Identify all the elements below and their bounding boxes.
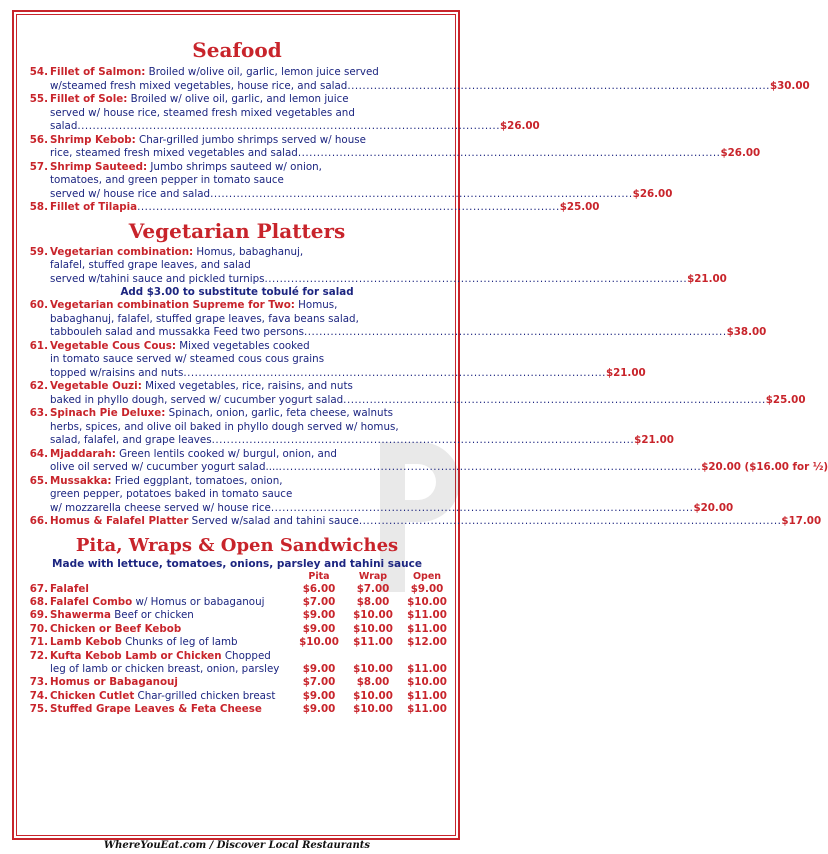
pita-item	[20, 609, 454, 622]
item-price: $26.00	[720, 147, 761, 159]
price-column-headers	[20, 571, 454, 583]
item-text	[50, 676, 292, 689]
dot-leader	[183, 367, 606, 381]
dot-leader	[279, 461, 702, 475]
price-wrap: $8.00	[356, 595, 390, 608]
item-price: $20.00	[693, 501, 734, 514]
item-text	[50, 367, 183, 381]
item-description: Homus, babaghanuj,	[193, 245, 304, 258]
item-description-line	[50, 475, 454, 489]
item-text	[50, 650, 292, 663]
item-name: Shawerma	[50, 609, 111, 622]
pita-list	[20, 583, 454, 717]
price-wrap: $10.00	[353, 689, 393, 702]
item-text	[50, 161, 322, 173]
item-text	[50, 246, 303, 258]
item-price: $25.00	[765, 393, 806, 406]
item-description: Fried eggplant, tomatoes, onion,	[111, 474, 283, 487]
item-number: 65.	[29, 474, 48, 487]
item-number: 68.	[29, 595, 48, 608]
item-price-line	[50, 187, 673, 202]
item-description: Green lentils cooked w/ burgul, onion, and	[115, 447, 337, 460]
pita-item	[20, 676, 454, 689]
item-number: 70.	[29, 622, 48, 635]
item-name: Fillet of Tilapia	[50, 201, 138, 213]
item-text	[50, 394, 343, 408]
item-description: herbs, spices, and olive oil baked in phyllo dough served w/ homus,	[50, 420, 399, 433]
item-text	[50, 636, 292, 649]
item-text	[50, 188, 210, 202]
item-price-line	[50, 147, 761, 161]
item-text	[50, 313, 359, 325]
item-description-line	[50, 421, 454, 435]
dot-leader	[77, 120, 500, 134]
item-description: w/ mozzarella cheese served w/ house rice	[50, 501, 271, 514]
dot-leader	[343, 394, 766, 408]
item-description-line	[50, 161, 454, 175]
price-open: $11.00	[407, 609, 447, 622]
item-description-line	[50, 448, 454, 462]
menu-item	[20, 245, 727, 287]
item-text	[50, 583, 292, 596]
menu-item	[20, 407, 674, 448]
price-open: $11.00	[407, 662, 447, 675]
item-description: Jumbo shrimps sauteed w/ onion,	[147, 160, 322, 173]
item-price: $21.00	[687, 272, 727, 285]
item-text	[50, 107, 355, 119]
item-description: w/steamed fresh mixed vegetables, house rice, and salad	[50, 79, 348, 92]
column-wrap: Wrap	[358, 570, 388, 582]
pita-item	[20, 636, 454, 649]
price-open: $11.00	[407, 689, 447, 702]
item-text	[50, 690, 292, 703]
item-name: Homus & Falafel Platter	[50, 515, 189, 527]
item-description: w/ Homus or babaganouj	[132, 595, 265, 608]
item-text	[50, 623, 292, 636]
item-text	[50, 340, 310, 352]
item-name: Vegetarian combination Supreme for Two:	[50, 299, 295, 311]
price-open: $10.00	[407, 676, 447, 689]
item-price: $17.00	[781, 515, 822, 527]
item-price-line	[50, 201, 600, 215]
price-wrap: $10.00	[353, 609, 393, 622]
item-number: 71.	[29, 636, 48, 649]
item-text	[50, 134, 366, 146]
item-description: Served w/salad and tahini sauce	[188, 515, 359, 527]
dot-leader	[137, 201, 560, 215]
column-open: Open	[412, 570, 442, 582]
item-text	[50, 448, 337, 460]
item-text	[50, 80, 347, 94]
item-text	[50, 515, 359, 529]
item-description: in tomato sauce served w/ steamed cous cous grains	[50, 353, 325, 365]
item-name: Vegetarian combination:	[50, 245, 194, 258]
item-description-line	[50, 107, 454, 121]
item-description: rice, steamed fresh mixed vegetables and salad	[50, 147, 298, 159]
item-name: Fillet of Salmon:	[50, 66, 146, 78]
menu-item	[20, 160, 673, 202]
pita-heading: Pita, Wraps & Open Sandwiches	[75, 534, 399, 556]
item-description: olive oil served w/ cucumber yogurt salad....	[50, 461, 279, 473]
item-name: Stuffed Grape Leaves & Feta Cheese	[50, 703, 262, 716]
item-text	[50, 502, 271, 516]
menu-item	[20, 66, 810, 93]
footer-credit: WhereYouEat.com / Discover Local Restaurants	[103, 840, 371, 851]
dot-leader	[212, 434, 635, 448]
item-text	[50, 93, 349, 105]
item-name: Mussakka:	[50, 474, 112, 487]
price-open: $11.00	[407, 622, 447, 635]
item-description-line	[50, 66, 454, 80]
item-text	[50, 488, 292, 500]
item-description-line	[50, 488, 454, 502]
item-price-line	[50, 366, 646, 381]
pita-item	[20, 650, 454, 663]
item-description: tomatoes, and green pepper in tomato sauce	[50, 174, 284, 186]
item-number: 54.	[29, 66, 48, 78]
dot-leader	[298, 147, 721, 161]
item-name: Shrimp Kebob:	[50, 133, 136, 146]
item-description-line	[50, 134, 454, 148]
item-number: 60.	[29, 299, 48, 311]
item-description: Broiled w/ olive oil, garlic, and lemon juice	[127, 93, 349, 105]
item-description: tabbouleh salad and mussakka Feed two persons	[50, 326, 304, 338]
menu-content	[20, 38, 828, 717]
dot-leader	[210, 188, 633, 202]
price-pita: $9.00	[302, 609, 336, 622]
item-number: 74.	[29, 689, 48, 702]
price-pita: $9.00	[302, 662, 336, 675]
item-name: Vegetable Ouzi:	[50, 380, 142, 392]
item-number: 67.	[29, 582, 48, 595]
item-description: leg of lamb or chicken breast, onion, parsley	[50, 662, 280, 675]
price-open: $9.00	[410, 582, 444, 595]
item-text	[50, 380, 353, 392]
item-number: 73.	[29, 676, 48, 689]
item-name: Spinach Pie Deluxe:	[50, 407, 166, 419]
menu-item	[20, 447, 828, 475]
pita-item	[20, 596, 454, 609]
item-text	[50, 259, 251, 271]
item-name: Kufta Kebob Lamb or Chicken	[50, 649, 222, 662]
price-wrap: $11.00	[353, 636, 393, 649]
item-number: 59.	[29, 245, 48, 258]
item-description: green pepper, potatoes baked in tomato sauce	[50, 488, 293, 500]
item-price-line	[50, 79, 810, 94]
item-description: Mixed vegetables cooked	[175, 339, 310, 352]
item-text	[50, 353, 324, 365]
price-wrap: $8.00	[356, 676, 390, 689]
item-name: Mjaddarah:	[50, 447, 116, 460]
item-description: Mixed vegetables, rice, raisins, and nuts	[141, 380, 353, 392]
item-description: falafel, stuffed grape leaves, and salad	[50, 259, 251, 271]
price-pita	[292, 650, 346, 663]
item-description: salad, falafel, and grape leaves	[50, 434, 212, 446]
price-pita: $9.00	[302, 703, 336, 716]
item-text	[50, 421, 399, 433]
menu-item	[20, 299, 767, 340]
dot-leader	[304, 326, 727, 340]
item-price-line	[50, 434, 674, 448]
vegetarian-list	[20, 245, 828, 529]
item-number: 63.	[29, 407, 48, 419]
item-description: Char-grilled chicken breast	[134, 689, 276, 702]
menu-item	[20, 515, 822, 529]
item-text	[50, 66, 379, 78]
item-number: 66.	[29, 515, 48, 527]
item-number: 69.	[29, 609, 48, 622]
item-description-line	[50, 299, 454, 313]
item-text	[50, 174, 284, 186]
item-description-line	[50, 353, 454, 367]
item-name: Fillet of Sole:	[50, 93, 128, 105]
menu-item	[20, 339, 646, 381]
price-pita: $7.00	[302, 595, 336, 608]
item-description: Chopped	[221, 649, 271, 662]
price-pita: $6.00	[302, 582, 336, 595]
item-price-line	[50, 393, 806, 408]
item-name: Chicken or Beef Kebob	[50, 622, 182, 635]
item-description-line	[50, 407, 454, 421]
item-text	[50, 461, 279, 475]
dot-leader	[347, 80, 770, 94]
price-open: $11.00	[407, 703, 447, 716]
item-description: baked in phyllo dough, served w/ cucumber yogurt salad	[50, 393, 344, 406]
pita-item	[20, 690, 454, 703]
item-price-line	[50, 326, 767, 340]
menu-item	[20, 133, 761, 161]
item-description-line	[50, 259, 454, 273]
item-name: Vegetable Cous Cous:	[50, 339, 176, 352]
item-text	[50, 609, 292, 622]
price-open	[400, 650, 454, 663]
item-name: Shrimp Sauteed:	[50, 160, 148, 173]
item-price: $20.00 ($16.00 for ½)	[701, 461, 828, 473]
item-description: served w/ house rice, steamed fresh mixed vegetables and	[50, 106, 355, 119]
item-description: topped w/raisins and nuts	[50, 366, 184, 379]
item-name: Chicken Cutlet	[50, 689, 135, 702]
dot-leader	[359, 515, 782, 529]
item-description-line	[50, 340, 454, 354]
item-description: Char-grilled jumbo shrimps served w/ house	[135, 133, 366, 146]
item-price-line	[50, 515, 822, 529]
price-pita: $9.00	[302, 622, 336, 635]
price-wrap	[346, 650, 400, 663]
item-price: $21.00	[605, 366, 646, 379]
menu-item	[20, 93, 540, 134]
item-number: 57.	[29, 160, 48, 173]
item-price: $30.00	[769, 79, 810, 92]
item-number: 58.	[29, 201, 48, 213]
price-wrap: $10.00	[353, 703, 393, 716]
item-price: $26.00	[499, 120, 540, 132]
item-number: 62.	[29, 380, 48, 392]
item-price: $21.00	[634, 434, 674, 446]
item-description: served w/tahini sauce and pickled turnips	[50, 272, 265, 285]
vegetarian-heading: Vegetarian Platters	[128, 218, 346, 243]
menu-item	[20, 474, 734, 516]
pita-subtitle: Made with lettuce, tomatoes, onions, parsley and tahini sauce	[52, 557, 422, 570]
item-description-line	[50, 380, 454, 394]
item-name: Homus or Babaganouj	[50, 676, 178, 689]
item-text	[50, 407, 393, 419]
item-name: Falafel	[50, 582, 89, 595]
item-price: $26.00	[632, 187, 673, 200]
pita-item	[20, 663, 454, 676]
price-open: $10.00	[407, 595, 447, 608]
item-name: Falafel Combo	[50, 595, 133, 608]
price-pita: $10.00	[299, 636, 339, 649]
item-text	[50, 201, 137, 215]
item-description: served w/ house rice and salad	[50, 187, 211, 200]
item-text	[50, 703, 292, 716]
menu-item	[20, 380, 806, 407]
substitution-note: Add $3.00 to substitute tobulé for salad	[120, 286, 354, 298]
item-description-line	[50, 313, 454, 327]
item-price-line	[50, 120, 540, 134]
item-text	[50, 475, 283, 487]
menu-item	[20, 201, 600, 215]
column-pita: Pita	[308, 570, 330, 582]
item-number: 56.	[29, 133, 48, 146]
item-text	[50, 596, 292, 609]
item-description: Broiled w/olive oil, garlic, lemon juice served	[145, 66, 379, 78]
item-price-line	[50, 461, 828, 475]
item-description-line	[50, 174, 454, 188]
item-description: Homus,	[294, 299, 338, 311]
item-price: $25.00	[559, 201, 600, 213]
item-number: 55.	[29, 93, 48, 105]
item-description: babaghanuj, falafel, stuffed grape leaves, fava beans salad,	[50, 312, 359, 325]
pita-item	[20, 703, 454, 716]
item-text	[50, 147, 298, 161]
pita-item	[20, 583, 454, 596]
pita-item	[20, 623, 454, 636]
item-description: salad	[50, 120, 78, 132]
item-text	[50, 434, 212, 448]
item-text	[50, 120, 77, 134]
seafood-list	[20, 66, 810, 215]
price-wrap: $10.00	[353, 622, 393, 635]
price-pita: $7.00	[302, 676, 336, 689]
dot-leader	[265, 273, 688, 287]
item-description: Chunks of leg of lamb	[121, 636, 238, 649]
item-description: Beef or chicken	[110, 609, 194, 622]
seafood-heading: Seafood	[192, 38, 282, 62]
item-text	[50, 273, 265, 287]
price-wrap: $10.00	[353, 662, 393, 675]
item-text	[50, 326, 304, 340]
price-wrap: $7.00	[356, 582, 390, 595]
item-text	[50, 299, 337, 311]
price-open: $12.00	[407, 636, 447, 649]
item-price: $38.00	[726, 326, 767, 338]
item-description-line	[50, 246, 454, 260]
price-pita: $9.00	[302, 689, 336, 702]
item-description: Spinach, onion, garlic, feta cheese, walnuts	[165, 407, 393, 419]
item-number: 64.	[29, 447, 48, 460]
item-description-line	[50, 93, 454, 107]
dot-leader	[271, 502, 694, 516]
item-text	[50, 663, 292, 676]
item-number: 75.	[29, 703, 48, 716]
item-number: 72.	[29, 649, 48, 662]
item-name: Lamb Kebob	[50, 636, 122, 649]
item-price-line	[50, 272, 727, 287]
item-number: 61.	[29, 339, 48, 352]
item-price-line	[50, 501, 734, 516]
